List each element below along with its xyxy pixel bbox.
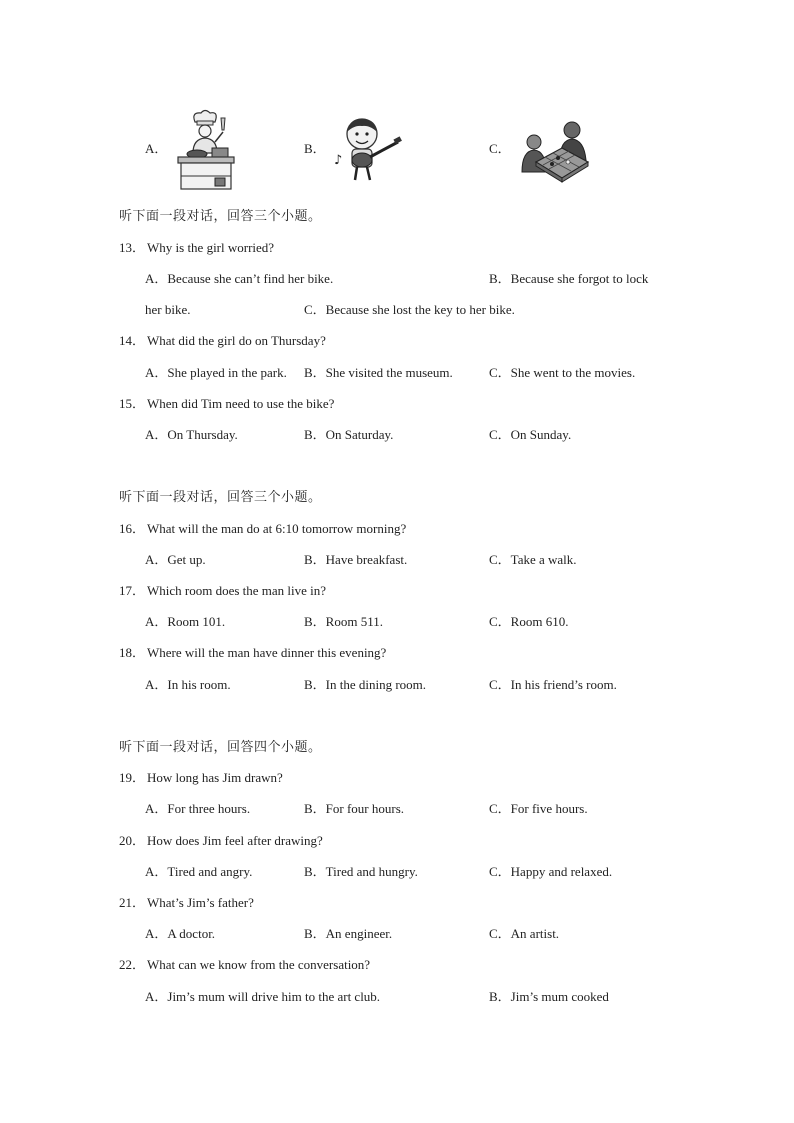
- question-15-number: 15．: [119, 396, 146, 411]
- question-14-option-a: A．She played in the park.: [145, 365, 287, 380]
- question-21-number: 21．: [119, 895, 146, 910]
- question-21-text: What’s Jim’s father?: [147, 895, 254, 910]
- question-17-option-a: A．Room 101.: [145, 614, 226, 629]
- question-16-option-c: C．Take a walk.: [489, 552, 577, 567]
- question-14-number: 14．: [119, 333, 146, 348]
- question-22-option-a: A．Jim’s mum will drive him to the art club.: [145, 989, 381, 1004]
- question-20-option-c: C．Happy and relaxed.: [489, 864, 613, 879]
- chef-cooking-icon: [175, 108, 237, 192]
- question-20-text: How does Jim feel after drawing?: [147, 833, 323, 848]
- boy-playing-guitar-icon: [332, 116, 404, 184]
- question-16-number: 16．: [119, 521, 146, 536]
- question-13-option-c: C．Because she lost the key to her bike.: [304, 302, 515, 317]
- question-15-option-c: C．On Sunday.: [489, 427, 572, 442]
- question-16-option-a: A．Get up.: [145, 552, 206, 567]
- question-17-option-c: C．Room 610.: [489, 614, 569, 629]
- question-13-number: 13．: [119, 240, 146, 255]
- question-16-text: What will the man do at 6:10 tomorrow morning?: [147, 521, 407, 536]
- question-21-option-b: B．An engineer.: [304, 926, 393, 941]
- question-17-number: 17．: [119, 583, 146, 598]
- question-22-option-b: B．Jim’s mum cooked: [489, 989, 609, 1004]
- question-13-option-b-continued: her bike.: [145, 302, 191, 317]
- question-21-option-c: C．An artist.: [489, 926, 560, 941]
- question-19-option-a: A．For three hours.: [145, 801, 251, 816]
- question-19-option-b: B．For four hours.: [304, 801, 405, 816]
- question-14-option-c: C．She went to the movies.: [489, 365, 636, 380]
- question-20-number: 20．: [119, 833, 146, 848]
- section-3-heading: 听下面一段对话，回答四个小题。: [119, 739, 322, 754]
- question-15-option-b: B．On Saturday.: [304, 427, 394, 442]
- question-17-option-b: B．Room 511.: [304, 614, 383, 629]
- question-18-option-a: A．In his room.: [145, 677, 231, 692]
- question-19-number: 19．: [119, 770, 146, 785]
- question-19-text: How long has Jim drawn?: [147, 770, 283, 785]
- question-18-text: Where will the man have dinner this evening?: [147, 645, 387, 660]
- question-22-text: What can we know from the conversation?: [147, 957, 371, 972]
- question-18-option-b: B．In the dining room.: [304, 677, 427, 692]
- section-2-heading: 听下面一段对话，回答三个小题。: [119, 489, 322, 504]
- option-b-label: B．: [304, 141, 326, 156]
- question-15-option-a: A．On Thursday.: [145, 427, 238, 442]
- children-playing-chess-icon: [518, 118, 592, 186]
- svg-text:♪: ♪: [334, 153, 343, 168]
- question-18-option-c: C．In his friend’s room.: [489, 677, 617, 692]
- question-13-option-a: A．Because she can’t find her bike.: [145, 271, 334, 286]
- question-22-number: 22．: [119, 957, 146, 972]
- option-c-label: C．: [489, 141, 511, 156]
- section-1-heading: 听下面一段对话，回答三个小题。: [119, 208, 322, 223]
- question-14-text: What did the girl do on Thursday?: [147, 333, 326, 348]
- question-20-option-b: B．Tired and hungry.: [304, 864, 418, 879]
- question-13-option-b: B．Because she forgot to lock: [489, 271, 649, 286]
- question-20-option-a: A．Tired and angry.: [145, 864, 253, 879]
- question-21-option-a: A．A doctor.: [145, 926, 216, 941]
- question-17-text: Which room does the man live in?: [147, 583, 327, 598]
- question-13-text: Why is the girl worried?: [147, 240, 275, 255]
- question-14-option-b: B．She visited the museum.: [304, 365, 453, 380]
- option-a-label: A．: [145, 141, 168, 156]
- question-18-number: 18．: [119, 645, 146, 660]
- question-19-option-c: C．For five hours.: [489, 801, 588, 816]
- question-15-text: When did Tim need to use the bike?: [147, 396, 335, 411]
- question-16-option-b: B．Have breakfast.: [304, 552, 408, 567]
